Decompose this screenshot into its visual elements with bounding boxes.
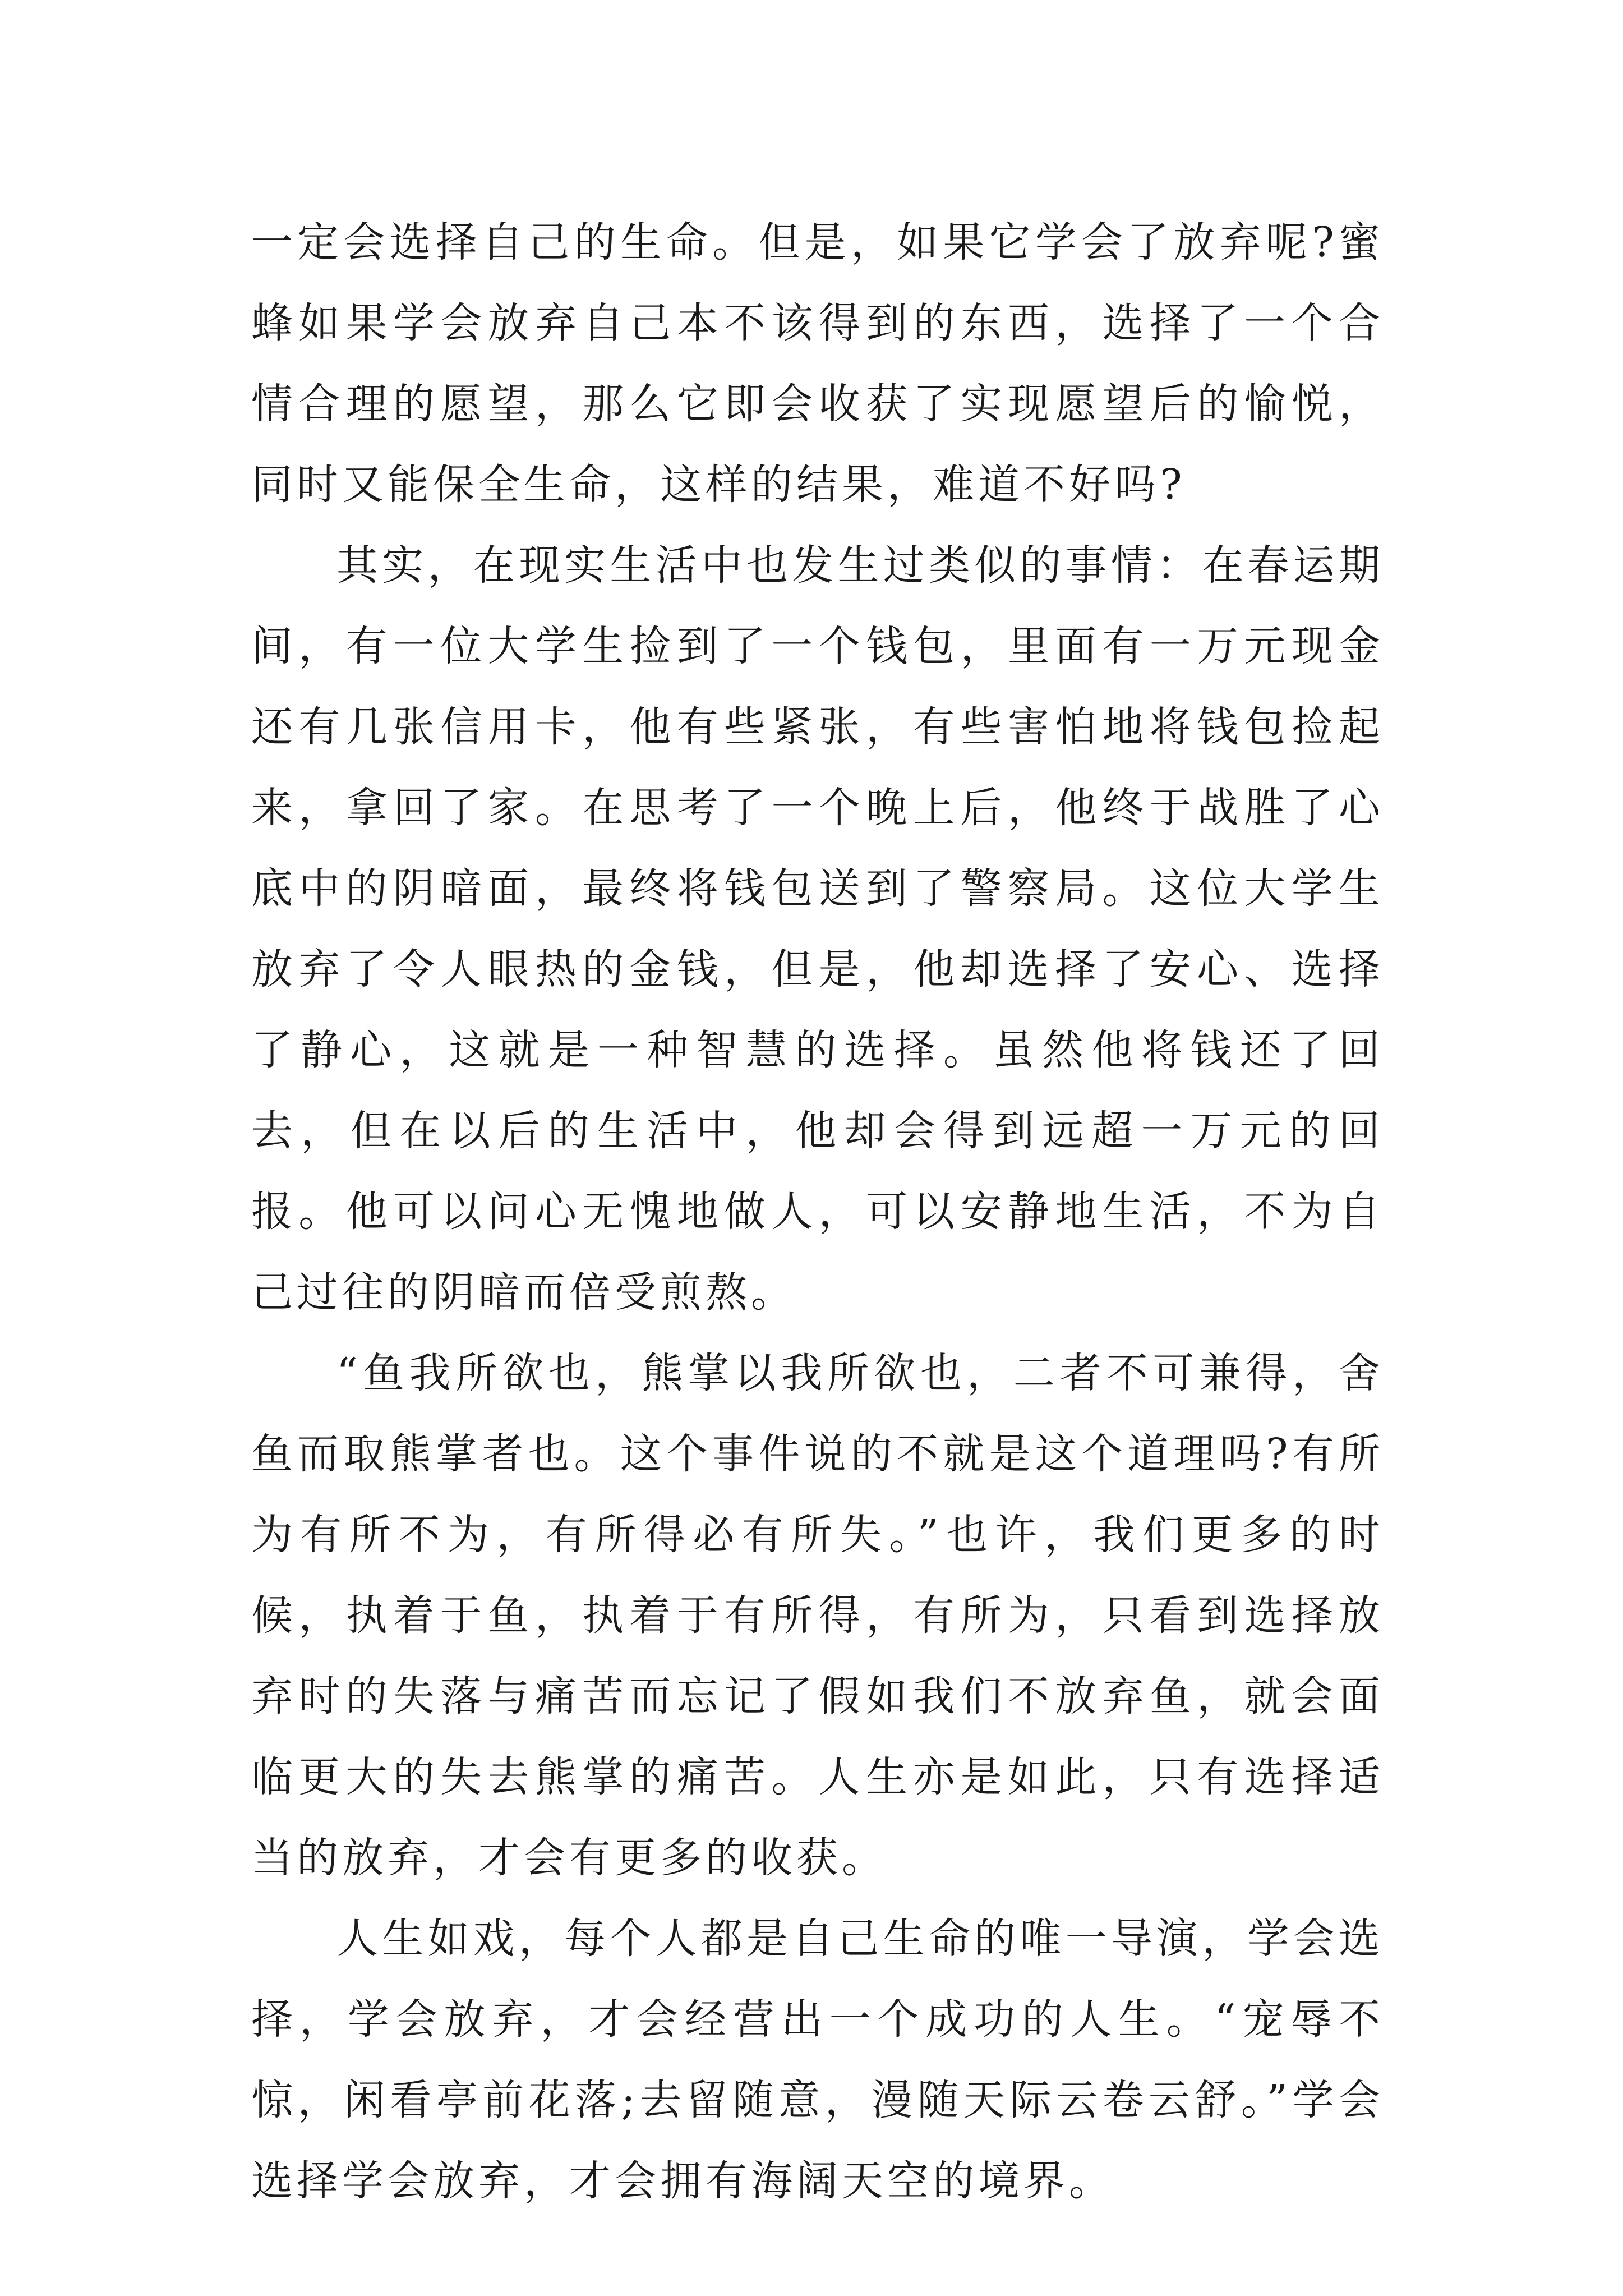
paragraph-wallet-story: 其实，在现实生活中也发生过类似的事情：在春运期间，有一位大学生捡到了一个钱包，里面有一万元现金还有几张信用卡，他有些紧张，有些害怕地将钱包捡起来，拿回了家。在思考了一个晚上后，他终于战胜了心底中的阴暗面，最终将钱包送到了警察局。这位大学生放弃了令人眼热的金钱，但是，他却选择了安心、选择了静心，这就是一种智慧的选择。虽然他将钱还了回去，但在以后的生活中，他却会得到远超一万元的回报。他可以问心无愧地做人，可以安静地生活，不为自己过往的阴暗而倍受煎熬。	[251, 541, 1384, 1317]
document-body	[251, 202, 1384, 2221]
paragraph-conclusion: 人生如戏，每个人都是自己生命的唯一导演，学会选择，学会放弃，才会经营出一个成功的人生。“宠辱不惊，闲看亭前花落;去留随意，漫随天际云卷云舒。”学会选择学会放弃，才会拥有海阔天空的境界。	[251, 1915, 1384, 2205]
paragraph-continuation: 一定会选择自己的生命。但是，如果它学会了放弃呢?蜜蜂如果学会放弃自己本不该得到的东西，选择了一个合情合理的愿望，那么它即会收获了实现愿望后的愉悦，同时又能保全生命，这样的结果，难道不好吗?	[251, 218, 1384, 509]
paragraph-fish-bear-paw: “鱼我所欲也，熊掌以我所欲也，二者不可兼得，舍鱼而取熊掌者也。这个事件说的不就是这个道理吗?有所为有所不为，有所得必有所失。”也许，我们更多的时候，执着于鱼，执着于有所得，有所为，只看到选择放弃时的失落与痛苦而忘记了假如我们不放弃鱼，就会面临更大的失去熊掌的痛苦。人生亦是如此，只有选择适当的放弃，才会有更多的收获。	[251, 1349, 1384, 1882]
